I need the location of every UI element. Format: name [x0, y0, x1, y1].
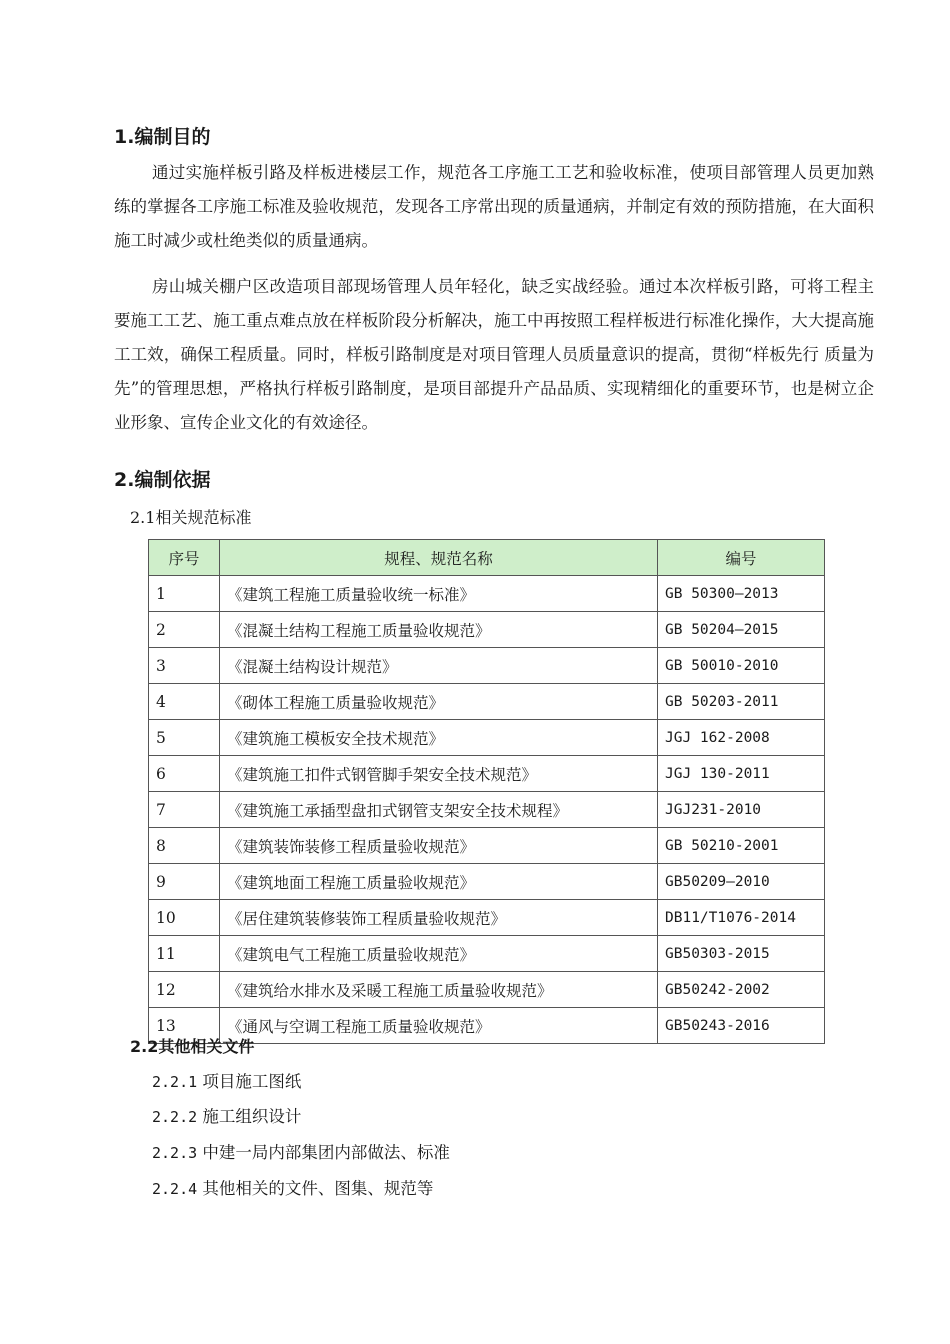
list-item — [152, 1142, 450, 1164]
cell-name: 《混凝土结构设计规范》 — [220, 648, 658, 684]
list-item-number: 2.2.2 — [152, 1108, 198, 1126]
cell-code: GB 50204—2015 — [658, 612, 825, 648]
cell-name: 《建筑施工模板安全技术规范》 — [220, 720, 658, 756]
cell-code: JGJ231-2010 — [658, 792, 825, 828]
cell-index: 11 — [149, 936, 220, 972]
list-item — [152, 1106, 301, 1128]
table-row — [149, 936, 825, 972]
list-item-number: 2.2.1 — [152, 1073, 198, 1091]
table-row — [149, 684, 825, 720]
table-row — [149, 612, 825, 648]
cell-index: 4 — [149, 684, 220, 720]
cell-code: JGJ 130-2011 — [658, 756, 825, 792]
cell-index: 13 — [149, 1008, 220, 1044]
cell-name: 《建筑施工承插型盘扣式钢管支架安全技术规程》 — [220, 792, 658, 828]
table-row — [149, 720, 825, 756]
list-item — [152, 1178, 433, 1200]
cell-index: 10 — [149, 900, 220, 936]
table-row — [149, 972, 825, 1008]
cell-name: 《通风与空调工程施工质量验收规范》 — [220, 1008, 658, 1044]
table-row — [149, 828, 825, 864]
cell-code: GB50303-2015 — [658, 936, 825, 972]
section-2-2-heading: 2.2其他相关文件 — [130, 1037, 255, 1056]
cell-name: 《建筑工程施工质量验收统一标准》 — [220, 576, 658, 612]
list-item-text: 其他相关的文件、图集、规范等 — [202, 1179, 434, 1198]
cell-index: 7 — [149, 792, 220, 828]
cell-name: 《建筑电气工程施工质量验收规范》 — [220, 936, 658, 972]
table-row — [149, 864, 825, 900]
cell-code: DB11/T1076-2014 — [658, 900, 825, 936]
cell-index: 12 — [149, 972, 220, 1008]
cell-code: GB 50210-2001 — [658, 828, 825, 864]
cell-name: 《砌体工程施工质量验收规范》 — [220, 684, 658, 720]
cell-code: GB 50300—2013 — [658, 576, 825, 612]
cell-name: 《建筑施工扣件式钢管脚手架安全技术规范》 — [220, 756, 658, 792]
list-item-text: 项目施工图纸 — [202, 1072, 302, 1091]
cell-name: 《混凝土结构工程施工质量验收规范》 — [220, 612, 658, 648]
list-item-number: 2.2.3 — [152, 1144, 198, 1162]
standards-table — [148, 539, 825, 1044]
cell-code: GB 50010-2010 — [658, 648, 825, 684]
cell-index: 5 — [149, 720, 220, 756]
cell-index: 9 — [149, 864, 220, 900]
table-row — [149, 576, 825, 612]
cell-index: 8 — [149, 828, 220, 864]
section-1-paragraph-2: 房山城关棚户区改造项目部现场管理人员年轻化，缺乏实战经验。通过本次样板引路，可将工程主要施工工艺、施工重点难点放在样板阶段分析解决，施工中再按照工程样板进行标准化操作，大大提高施工工效，确保工程质量。同时，样板引路制度是对项目管理人员质量意识的提高，贯彻“样板先行 质量为先”的管理思想，严格执行样板引路制度，是项目部提升产品品质、实现精细化的重要环节，也是树立企业形象、宣传企业文化的有效途径。 — [114, 277, 874, 432]
cell-index: 3 — [149, 648, 220, 684]
list-item-text: 中建一局内部集团内部做法、标准 — [202, 1143, 450, 1162]
section-1-paragraph-1: 通过实施样板引路及样板进楼层工作，规范各工序施工工艺和验收标准，使项目部管理人员更加熟练的掌握各工序施工标准及验收规范，发现各工序常出现的质量通病，并制定有效的预防措施，在大面积施工时减少或杜绝类似的质量通病。 — [114, 163, 874, 250]
header-code: 编号 — [658, 540, 825, 576]
table-row — [149, 900, 825, 936]
cell-name: 《建筑地面工程施工质量验收规范》 — [220, 864, 658, 900]
cell-index: 6 — [149, 756, 220, 792]
list-item — [152, 1071, 301, 1093]
table-row — [149, 756, 825, 792]
cell-code: GB 50203-2011 — [658, 684, 825, 720]
section-2-heading: 2.编制依据 — [114, 469, 211, 491]
cell-code: GB50242-2002 — [658, 972, 825, 1008]
section-1-heading: 1.编制目的 — [114, 126, 211, 148]
table-row — [149, 648, 825, 684]
header-name: 规程、规范名称 — [220, 540, 658, 576]
cell-name: 《居住建筑装修装饰工程质量验收规范》 — [220, 900, 658, 936]
list-item-number: 2.2.4 — [152, 1180, 198, 1198]
cell-index: 2 — [149, 612, 220, 648]
list-item-text: 施工组织设计 — [202, 1107, 302, 1126]
cell-name: 《建筑装饰装修工程质量验收规范》 — [220, 828, 658, 864]
section-2-1-heading: 2.1相关规范标准 — [130, 508, 252, 527]
table-header-row — [149, 540, 825, 576]
cell-name: 《建筑给水排水及采暖工程施工质量验收规范》 — [220, 972, 658, 1008]
cell-code: GB50243-2016 — [658, 1008, 825, 1044]
cell-code: JGJ 162-2008 — [658, 720, 825, 756]
header-index: 序号 — [149, 540, 220, 576]
cell-index: 1 — [149, 576, 220, 612]
table-row — [149, 792, 825, 828]
cell-code: GB50209—2010 — [658, 864, 825, 900]
table-body — [149, 576, 825, 1044]
